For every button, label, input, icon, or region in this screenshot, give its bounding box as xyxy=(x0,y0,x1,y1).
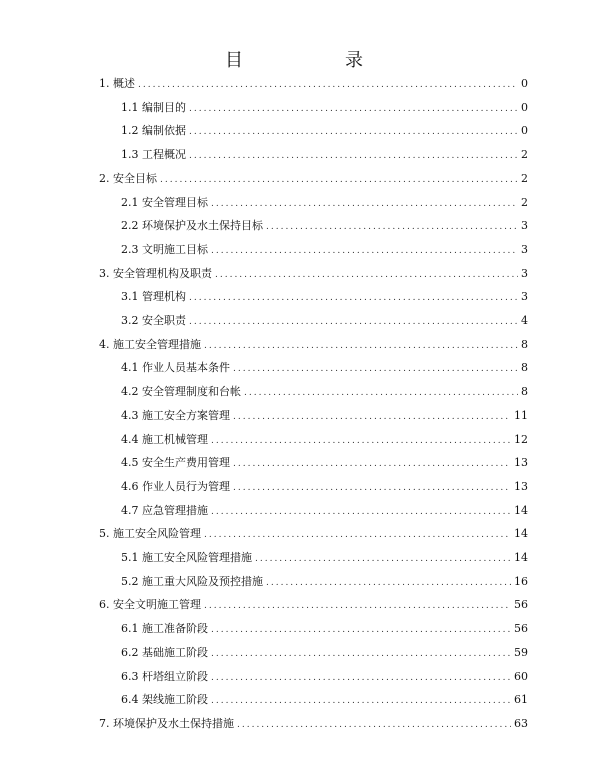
toc-entry-page-number: 59 xyxy=(514,645,528,659)
toc-entry-page-number: 11 xyxy=(514,408,528,422)
toc-leader-dots xyxy=(204,338,518,354)
toc-entry[interactable] xyxy=(121,479,528,495)
toc-entry-label: 6.4 架线施工阶段 xyxy=(121,693,208,707)
toc-entry[interactable] xyxy=(121,645,528,661)
toc-entry[interactable] xyxy=(121,360,528,376)
toc-entry[interactable] xyxy=(121,574,528,590)
toc-entry-page-number: 2 xyxy=(521,171,528,185)
toc-entry[interactable] xyxy=(121,195,528,211)
toc-entry-page-number: 3 xyxy=(521,219,528,233)
toc-entry-label: 6.1 施工准备阶段 xyxy=(121,622,208,636)
toc-leader-dots xyxy=(255,551,511,567)
toc-entry[interactable] xyxy=(99,171,528,187)
toc-entry-label: 6.3 杆塔组立阶段 xyxy=(121,669,208,683)
toc-entry-page-number: 13 xyxy=(514,479,528,493)
toc-entry-label: 2.1 安全管理目标 xyxy=(121,195,208,209)
toc-entry-label: 3.1 管理机构 xyxy=(121,290,186,304)
toc-entry[interactable] xyxy=(99,337,528,353)
toc-entry[interactable] xyxy=(121,669,528,685)
toc-entry-page-number: 16 xyxy=(514,574,528,588)
toc-entry-page-number: 13 xyxy=(514,456,528,470)
toc-entry-page-number: 0 xyxy=(521,77,528,90)
toc-leader-dots xyxy=(211,693,511,709)
toc-entry-label: 4.6 作业人员行为管理 xyxy=(121,479,230,493)
toc-leader-dots xyxy=(233,456,511,472)
toc-leader-dots xyxy=(160,172,518,188)
toc-leader-dots xyxy=(189,290,518,306)
toc-entry[interactable] xyxy=(121,621,528,637)
toc-leader-dots xyxy=(204,598,511,614)
toc-entry-label: 4. 施工安全管理措施 xyxy=(99,337,201,351)
toc-entry-label: 4.7 应急管理措施 xyxy=(121,503,208,517)
toc-entry-page-number: 56 xyxy=(514,598,528,612)
toc-entry-page-number: 60 xyxy=(514,669,528,683)
toc-entry[interactable] xyxy=(121,692,528,708)
toc-entry-label: 3. 安全管理机构及职责 xyxy=(99,266,212,280)
toc-entry[interactable] xyxy=(121,100,528,116)
page-title: 目 录 xyxy=(225,50,405,71)
toc-leader-dots xyxy=(211,243,518,259)
toc-leader-dots xyxy=(189,101,518,117)
toc-entry-page-number: 3 xyxy=(521,266,528,280)
toc-entry-label: 4.4 施工机械管理 xyxy=(121,432,208,446)
toc-entry-label: 1. 概述 xyxy=(99,77,135,90)
toc-entry-page-number: 14 xyxy=(514,527,528,541)
toc-leader-dots xyxy=(211,646,511,662)
toc-entry-page-number: 2 xyxy=(521,195,528,209)
toc-entry-label: 2.3 文明施工目标 xyxy=(121,242,208,256)
toc-leader-dots xyxy=(237,717,511,733)
toc-entry-label: 4.1 作业人员基本条件 xyxy=(121,361,230,375)
toc-entry-page-number: 8 xyxy=(521,337,528,351)
toc-entry[interactable] xyxy=(121,550,528,566)
toc-entry[interactable] xyxy=(121,455,528,471)
toc-leader-dots xyxy=(211,622,511,638)
toc-entry-label: 2. 安全目标 xyxy=(99,171,157,185)
toc-entry-page-number: 0 xyxy=(521,124,528,138)
toc-entry-page-number: 14 xyxy=(514,551,528,564)
toc-entry-label: 1.2 编制依据 xyxy=(121,124,186,138)
toc-entry-page-number: 8 xyxy=(521,385,528,399)
toc-entry[interactable] xyxy=(121,313,528,329)
toc-leader-dots xyxy=(233,480,511,496)
toc-leader-dots xyxy=(266,219,518,235)
toc-entry-label: 7. 环境保护及水土保持措施 xyxy=(99,716,234,730)
toc-entry-page-number: 2 xyxy=(521,148,528,162)
toc-entry[interactable] xyxy=(99,526,528,542)
toc-entry[interactable] xyxy=(99,76,528,92)
toc-entry-page-number: 3 xyxy=(521,242,528,256)
toc-leader-dots xyxy=(215,267,518,283)
toc-leader-dots xyxy=(211,504,511,520)
toc-leader-dots xyxy=(204,527,511,543)
toc-entry[interactable] xyxy=(99,266,528,282)
toc-leader-dots xyxy=(211,670,511,686)
toc-entry-label: 5.2 施工重大风险及预控措施 xyxy=(121,574,263,588)
toc-leader-dots xyxy=(189,148,518,164)
toc-leader-dots xyxy=(233,361,518,377)
toc-leader-dots xyxy=(211,433,511,449)
toc-entry-page-number: 56 xyxy=(514,622,528,636)
toc-leader-dots xyxy=(233,409,511,425)
toc-entry[interactable] xyxy=(99,716,528,732)
toc-entry-page-number: 61 xyxy=(514,693,528,707)
toc-entry-page-number: 12 xyxy=(514,432,528,446)
toc-entry[interactable] xyxy=(121,123,528,139)
toc-entry-label: 1.1 编制目的 xyxy=(121,100,186,114)
toc-entry-label: 6. 安全文明施工管理 xyxy=(99,598,201,612)
toc-entry-page-number: 63 xyxy=(514,716,528,730)
toc-entry[interactable] xyxy=(121,503,528,519)
toc-entry-label: 2.2 环境保护及水土保持目标 xyxy=(121,219,263,233)
toc-leader-dots xyxy=(266,575,511,591)
toc-entry-page-number: 8 xyxy=(521,361,528,375)
toc-entry[interactable] xyxy=(121,218,528,234)
toc-entry-label: 3.2 安全职责 xyxy=(121,314,186,327)
toc-leader-dots xyxy=(189,314,518,330)
toc-entry-page-number: 14 xyxy=(514,503,528,517)
toc-entry-page-number: 3 xyxy=(521,290,528,304)
toc-entry-label: 1.3 工程概况 xyxy=(121,148,186,162)
toc-entry[interactable] xyxy=(99,597,528,613)
toc-leader-dots xyxy=(189,124,518,140)
toc-leader-dots xyxy=(138,77,518,93)
toc-entry[interactable] xyxy=(121,242,528,258)
toc-entry-label: 4.5 安全生产费用管理 xyxy=(121,456,230,470)
toc-entry-label: 5. 施工安全风险管理 xyxy=(99,527,201,541)
toc-entry[interactable] xyxy=(121,384,528,400)
toc-entry-label: 4.2 安全管理制度和台帐 xyxy=(121,385,241,399)
toc-entry[interactable] xyxy=(121,408,528,424)
toc-entry-label: 6.2 基础施工阶段 xyxy=(121,645,208,659)
toc-leader-dots xyxy=(244,385,518,401)
toc-entry[interactable] xyxy=(121,289,528,305)
toc-entry-page-number: 4 xyxy=(521,314,528,327)
toc-entry-label: 5.1 施工安全风险管理措施 xyxy=(121,551,252,564)
toc-entry-label: 4.3 施工安全方案管理 xyxy=(121,408,230,422)
toc-entry[interactable] xyxy=(121,147,528,163)
toc-entry-page-number: 0 xyxy=(521,100,528,114)
toc-entry[interactable] xyxy=(121,432,528,448)
toc-leader-dots xyxy=(211,196,518,212)
